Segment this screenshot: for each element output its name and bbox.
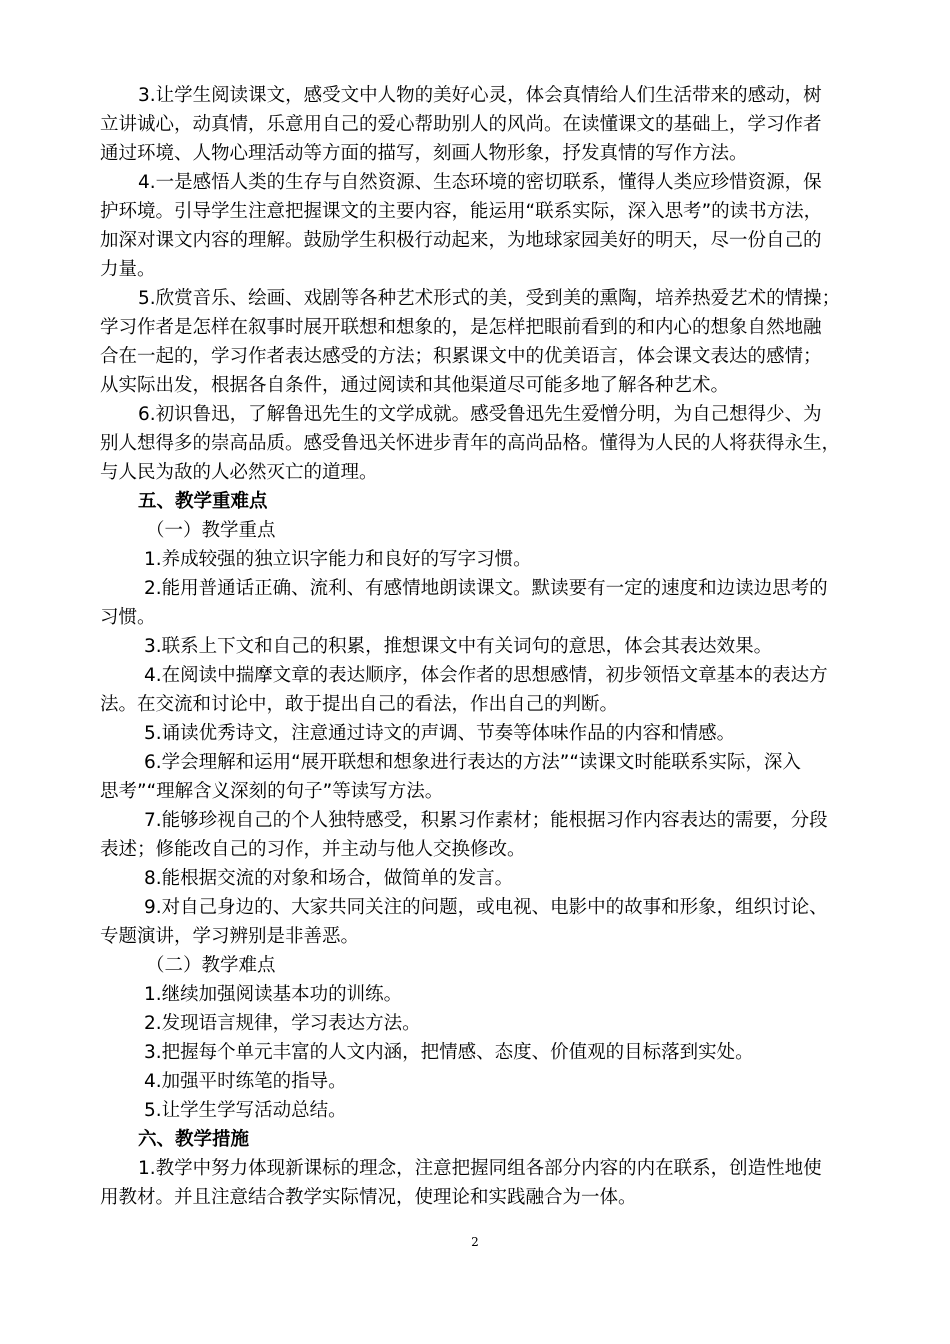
text-line: 力量。: [100, 259, 156, 280]
text-line: 5.诵读优秀诗文，注意通过诗文的声调、节奏等体味作品的内容和情感。: [144, 723, 736, 744]
text-line: 2.能用普通话正确、流利、有感情地朗读课文。默读要有一定的速度和边读边思考的: [144, 578, 828, 599]
text-line: 1.教学中努力体现新课标的理念，注意把握同组各部分内容的内在联系，创造性地使: [138, 1158, 822, 1179]
text-line: 3.把握每个单元丰富的人文内涵，把情感、态度、价值观的目标落到实处。: [144, 1042, 754, 1063]
text-line: 加深对课文内容的理解。鼓励学生积极行动起来，为地球家园美好的明天，尽一份自己的: [100, 230, 822, 251]
page-number: 2: [471, 1235, 479, 1249]
text-line: （二）教学难点: [146, 955, 276, 976]
text-line: 别人想得多的崇高品质。感受鲁迅关怀进步青年的高尚品格。懂得为人民的人将获得永生，: [100, 433, 841, 454]
text-line: 学习作者是怎样在叙事时展开联想和想象的，是怎样把眼前看到的和内心的想象自然地融: [100, 317, 822, 338]
text-line: 4.在阅读中揣摩文章的表达顺序，体会作者的思想感情，初步领悟文章基本的表达方: [144, 665, 828, 686]
text-line: 5.欣赏音乐、绘画、戏剧等各种艺术形式的美，受到美的熏陶，培养热爱艺术的情操；: [138, 288, 841, 309]
text-line: 8.能根据交流的对象和场合，做简单的发言。: [144, 868, 514, 889]
text-line: 习惯。: [100, 607, 156, 628]
text-line: 从实际出发，根据各自条件，通过阅读和其他渠道尽可能多地了解各种艺术。: [100, 375, 730, 396]
text-line: 法。在交流和讨论中，敢于提出自己的看法，作出自己的判断。: [100, 694, 619, 715]
text-line: 7.能够珍视自己的个人独特感受，积累习作素材；能根据习作内容表达的需要，分段: [144, 810, 828, 831]
text-line: 4.加强平时练笔的指导。: [144, 1071, 347, 1092]
section-heading: 五、教学重难点: [138, 491, 268, 512]
text-line: 6.学会理解和运用“展开联想和想象进行表达的方法”“读课文时能联系实际，深入: [144, 752, 801, 773]
text-line: 通过环境、人物心理活动等方面的描写，刻画人物形象，抒发真情的写作方法。: [100, 143, 748, 164]
text-line: 1.继续加强阅读基本功的训练。: [144, 984, 403, 1005]
text-line: 5.让学生学写活动总结。: [144, 1100, 347, 1121]
text-line: 思考”“理解含义深刻的句子”等读写方法。: [100, 781, 444, 802]
text-line: 与人民为敌的人必然灭亡的道理。: [100, 462, 378, 483]
text-line: 护环境。引导学生注意把握课文的主要内容，能运用“联系实际，深入思考”的读书方法，: [100, 201, 823, 222]
text-line: 4.一是感悟人类的生存与自然资源、生态环境的密切联系，懂得人类应珍惜资源，保: [138, 172, 822, 193]
text-line: 6.初识鲁迅，了解鲁迅先生的文学成就。感受鲁迅先生爱憎分明，为自己想得少、为: [138, 404, 822, 425]
text-line: 立讲诚心，动真情，乐意用自己的爱心帮助别人的风尚。在读懂课文的基础上，学习作者: [100, 114, 822, 135]
text-line: 3.联系上下文和自己的积累，推想课文中有关词句的意思，体会其表达效果。: [144, 636, 773, 657]
text-line: 表述；修能改自己的习作，并主动与他人交换修改。: [100, 839, 526, 860]
text-line: 9.对自己身边的、大家共同关注的问题，或电视、电影中的故事和形象，组织讨论、: [144, 897, 828, 918]
text-line: 专题演讲，学习辨别是非善恶。: [100, 926, 360, 947]
text-line: 合在一起的，学习作者表达感受的方法；积累课文中的优美语言，体会课文表达的感情；: [100, 346, 822, 367]
text-line: （一）教学重点: [146, 520, 276, 541]
text-line: 3.让学生阅读课文，感受文中人物的美好心灵，体会真情给人们生活带来的感动，树: [138, 85, 822, 106]
text-line: 2.发现语言规律，学习表达方法。: [144, 1013, 421, 1034]
text-line: 用教材。并且注意结合教学实际情况，使理论和实践融合为一体。: [100, 1187, 637, 1208]
text-line: 1.养成较强的独立识字能力和良好的写字习惯。: [144, 549, 532, 570]
section-heading: 六、教学措施: [138, 1129, 250, 1150]
